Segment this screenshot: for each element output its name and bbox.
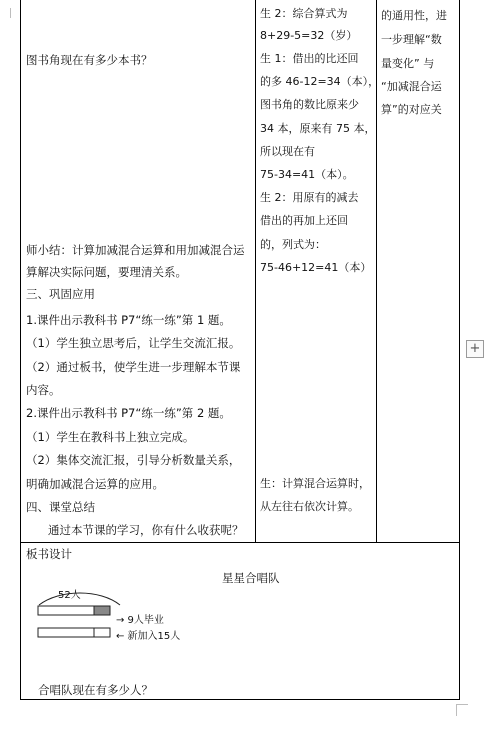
exercise-2: 2.课件出示教科书 P7“练一练”第 2 题。 xyxy=(26,406,231,420)
col-divider-1 xyxy=(255,0,256,542)
question-text: 图书角现在有多少本书？ xyxy=(26,53,153,67)
col2-line-12: 75-46+12=41（本） xyxy=(260,261,372,274)
board-title: 星星合唱队 xyxy=(222,571,280,585)
col2-line-5: 图书角的数比原来少 xyxy=(260,98,359,111)
closing-question: 通过本节课的学习，你有什么收获呢？ xyxy=(48,523,244,537)
col2-line-8: 75-34=41（本）。 xyxy=(260,168,354,181)
exercise-2-step-2: （2）集体交流汇报，引导分析数量关系， xyxy=(26,453,241,467)
bar-new xyxy=(38,628,110,637)
diagram-label-52: 52人 xyxy=(58,590,81,601)
col3-line-4: “加减混合运 xyxy=(381,80,442,93)
col2-line-13: 生：计算混合运算时， xyxy=(260,477,370,490)
col2-line-6: 34 本，原来有 75 本， xyxy=(260,122,376,135)
col3-line-3: 量变化” 与 xyxy=(381,57,435,70)
section-heading-3: 三、巩固应用 xyxy=(26,287,95,301)
summary-line-1: 师小结：计算加减混合运算和用加减混合运 xyxy=(26,243,245,257)
col2-line-10: 借出的再加上还回 xyxy=(260,214,348,227)
col2-line-4: 的多 46-12=34（本）， xyxy=(260,75,380,88)
exercise-1-step-2-cont: 内容。 xyxy=(26,383,61,397)
col2-line-1: 生 2：综合算式为 xyxy=(260,7,348,20)
expand-button[interactable]: + xyxy=(466,340,484,358)
row-divider-board xyxy=(20,542,460,543)
exercise-2-step-2-cont: 明确加减混合运算的应用。 xyxy=(26,477,164,491)
col3-line-5: 算”的对应关 xyxy=(381,103,442,116)
table-bottom-border xyxy=(20,699,460,700)
diagram-note-join: ← 新加入15人 xyxy=(116,631,181,642)
exercise-1: 1.课件出示教科书 P7“练一练”第 1 题。 xyxy=(26,313,231,327)
col2-line-9: 生 2：用原有的减去 xyxy=(260,191,359,204)
exercise-2-step-1: （1）学生在教科书上独立完成。 xyxy=(26,430,195,444)
board-question: 合唱队现在有多少人？ xyxy=(38,683,153,697)
col2-line-7: 所以现在有 xyxy=(260,145,315,158)
col2-line-14: 从左往右依次计算。 xyxy=(260,500,359,513)
exercise-1-step-1: （1）学生独立思考后，让学生交流汇报。 xyxy=(26,336,241,350)
col2-line-3: 生 1：借出的比还回 xyxy=(260,52,359,65)
diagram-note-graduate: → 9人毕业 xyxy=(116,615,164,626)
board-design-label: 板书设计 xyxy=(26,547,72,561)
col3-line-1: 的通用性，进 xyxy=(381,9,447,22)
table-right-border xyxy=(459,0,460,700)
summary-line-2: 算解决实际问题，要理清关系。 xyxy=(26,265,187,279)
col3-line-2: 一步理解“数 xyxy=(381,33,442,46)
col2-line-11: 的，列式为： xyxy=(260,238,326,251)
section-heading-4: 四、课堂总结 xyxy=(26,500,95,514)
table-left-border xyxy=(20,0,21,700)
bar-graduated-part xyxy=(94,606,110,615)
exercise-1-step-2: （2）通过板书，使学生进一步理解本节课 xyxy=(26,360,241,374)
col2-line-2: 8+29-5=32（岁） xyxy=(260,29,358,42)
